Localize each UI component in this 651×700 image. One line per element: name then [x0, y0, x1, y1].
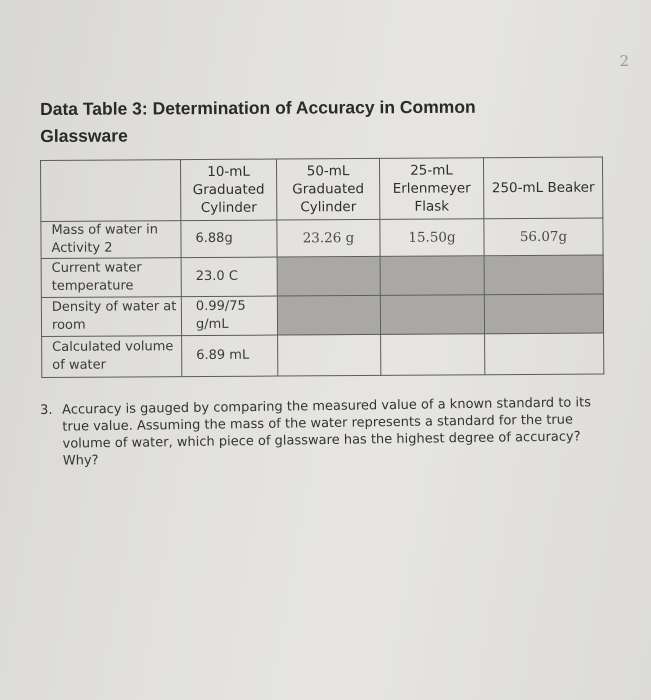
table-row — [41, 255, 603, 297]
mass-25ml-flask: 15.50g — [380, 219, 484, 257]
mass-250ml-beaker: 56.07g — [484, 218, 603, 256]
shaded-cell — [277, 295, 380, 335]
shaded-cell — [380, 256, 484, 296]
table-title: Data Table 3: Determination of Accuracy in Common Glassware — [40, 96, 476, 146]
density-10ml-cylinder: 0.99/75 g/mL — [181, 296, 277, 336]
table-row — [41, 218, 603, 258]
table-row — [42, 333, 604, 377]
volume-10ml-cylinder: 6.89 mL — [182, 335, 278, 377]
volume-25ml-flask[interactable] — [381, 334, 485, 376]
question-3 — [40, 394, 601, 470]
shaded-cell — [484, 294, 603, 334]
mass-10ml-cylinder: 6.88g — [181, 220, 277, 258]
header-cell-empty — [41, 160, 181, 222]
header-10ml-graduated-cylinder: 10-mL Graduated Cylinder — [181, 159, 277, 221]
data-table-3 — [40, 157, 604, 378]
shaded-cell — [484, 255, 603, 295]
row-label-density: Density of water at room — [41, 297, 181, 337]
question-text: Accuracy is gauged by comparing the measured value of a known standard to its true value. Assuming the mass of the water represents a standard for the true volume of water, which piece of glassware has the highest degree of accuracy? Why? — [62, 395, 592, 469]
shaded-cell — [277, 256, 380, 296]
shaded-cell — [380, 295, 484, 335]
header-50ml-graduated-cylinder: 50-mL Graduated Cylinder — [276, 158, 379, 220]
header-row — [41, 157, 603, 221]
page-number: 2 — [619, 52, 629, 70]
table-row — [41, 294, 603, 336]
row-label-temperature: Current water temperature — [41, 258, 181, 298]
volume-250ml-beaker[interactable] — [485, 333, 604, 375]
mass-50ml-cylinder: 23.26 g — [277, 219, 380, 257]
question-number: 3. — [40, 402, 53, 418]
header-250ml-beaker: 250-mL Beaker — [483, 157, 602, 219]
row-label-mass: Mass of water in Activity 2 — [41, 221, 181, 259]
row-label-volume: Calculated volume of water — [42, 336, 182, 378]
volume-50ml-cylinder[interactable] — [278, 334, 381, 376]
header-25ml-erlenmeyer-flask: 25-mL Erlenmeyer Flask — [379, 158, 483, 220]
temperature-10ml-cylinder: 23.0 C — [181, 257, 277, 297]
